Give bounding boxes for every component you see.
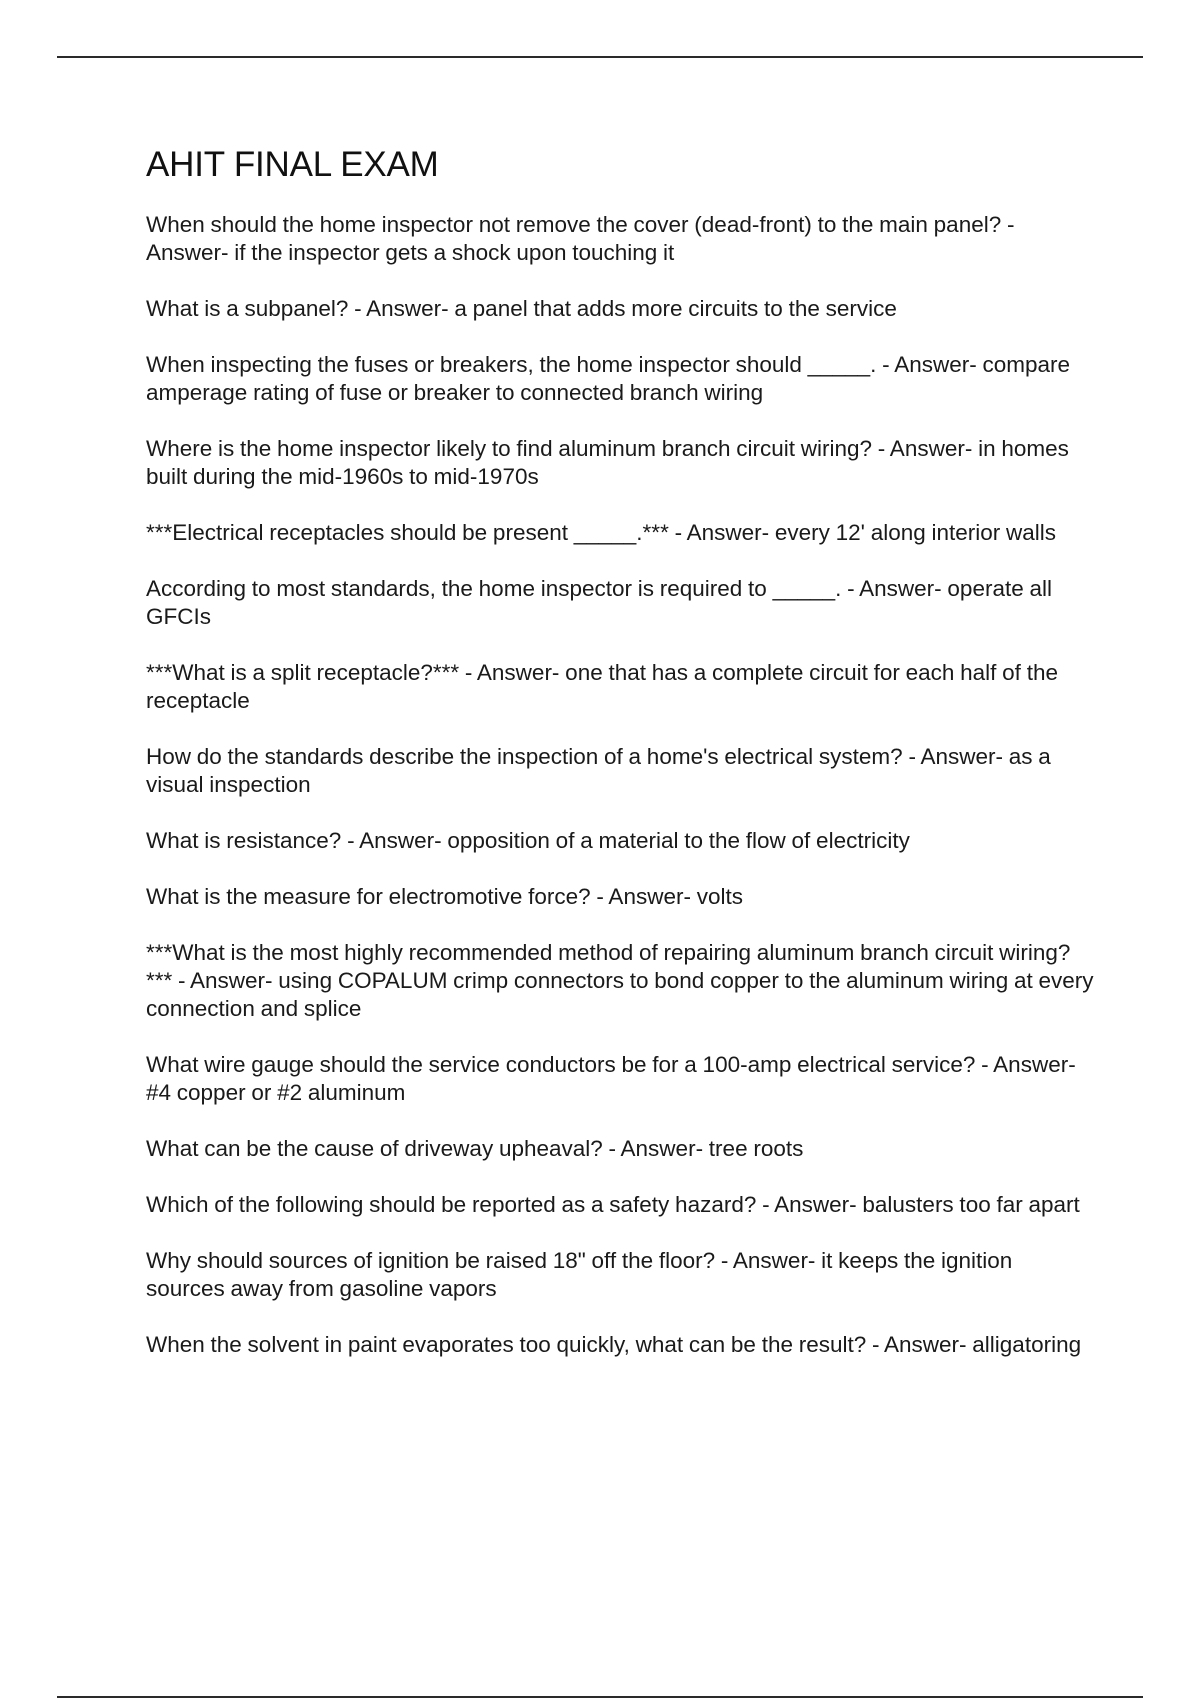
qa-item: What is resistance? - Answer- opposition of a material to the flow of electricity: [146, 828, 910, 853]
qa-item: Why should sources of ignition be raised 18" off the floor? - Answer- it keeps the ignition sources away from gasoline vapors: [146, 1248, 1013, 1301]
qa-item: What is a subpanel? - Answer- a panel that adds more circuits to the service: [146, 296, 897, 321]
qa-item: How do the standards describe the inspection of a home's electrical system? - Answer- as a visual inspection: [146, 744, 1051, 797]
qa-item: ***What is a split receptacle?*** - Answer- one that has a complete circuit for each half of the receptacle: [146, 660, 1058, 713]
qa-item: When should the home inspector not remove the cover (dead-front) to the main panel? - Answer- if the inspector gets a shock upon touching it: [146, 212, 1015, 265]
qa-item: Which of the following should be reported as a safety hazard? - Answer- balusters too far apart: [146, 1192, 1080, 1217]
qa-item: Where is the home inspector likely to find aluminum branch circuit wiring? - Answer- in homes built during the mid-1960s to mid-1970s: [146, 436, 1069, 489]
qa-list: [146, 211, 1096, 1359]
qa-item: What is the measure for electromotive force? - Answer- volts: [146, 884, 743, 909]
top-rule: [57, 56, 1143, 58]
qa-item: According to most standards, the home inspector is required to _____. - Answer- operate all GFCIs: [146, 576, 1052, 629]
qa-item: When inspecting the fuses or breakers, the home inspector should _____. - Answer- compare amperage rating of fuse or breaker to connected branch wiring: [146, 352, 1070, 405]
document-body: [146, 143, 1096, 1387]
bottom-rule: [57, 1696, 1143, 1698]
qa-item: When the solvent in paint evaporates too quickly, what can be the result? - Answer- alligatoring: [146, 1332, 1082, 1357]
qa-item: ***Electrical receptacles should be present _____.*** - Answer- every 12' along interior walls: [146, 520, 1057, 545]
qa-item: What can be the cause of driveway upheaval? - Answer- tree roots: [146, 1136, 804, 1161]
page-title: AHIT FINAL EXAM: [146, 145, 439, 184]
qa-item: What wire gauge should the service conductors be for a 100-amp electrical service? - Answer- #4 copper or #2 aluminum: [146, 1052, 1076, 1105]
qa-item: ***What is the most highly recommended method of repairing aluminum branch circuit wiring?*** - Answer- using COPALUM crimp connectors to bond copper to the aluminum wiring at every connection and splice: [146, 940, 1094, 1021]
